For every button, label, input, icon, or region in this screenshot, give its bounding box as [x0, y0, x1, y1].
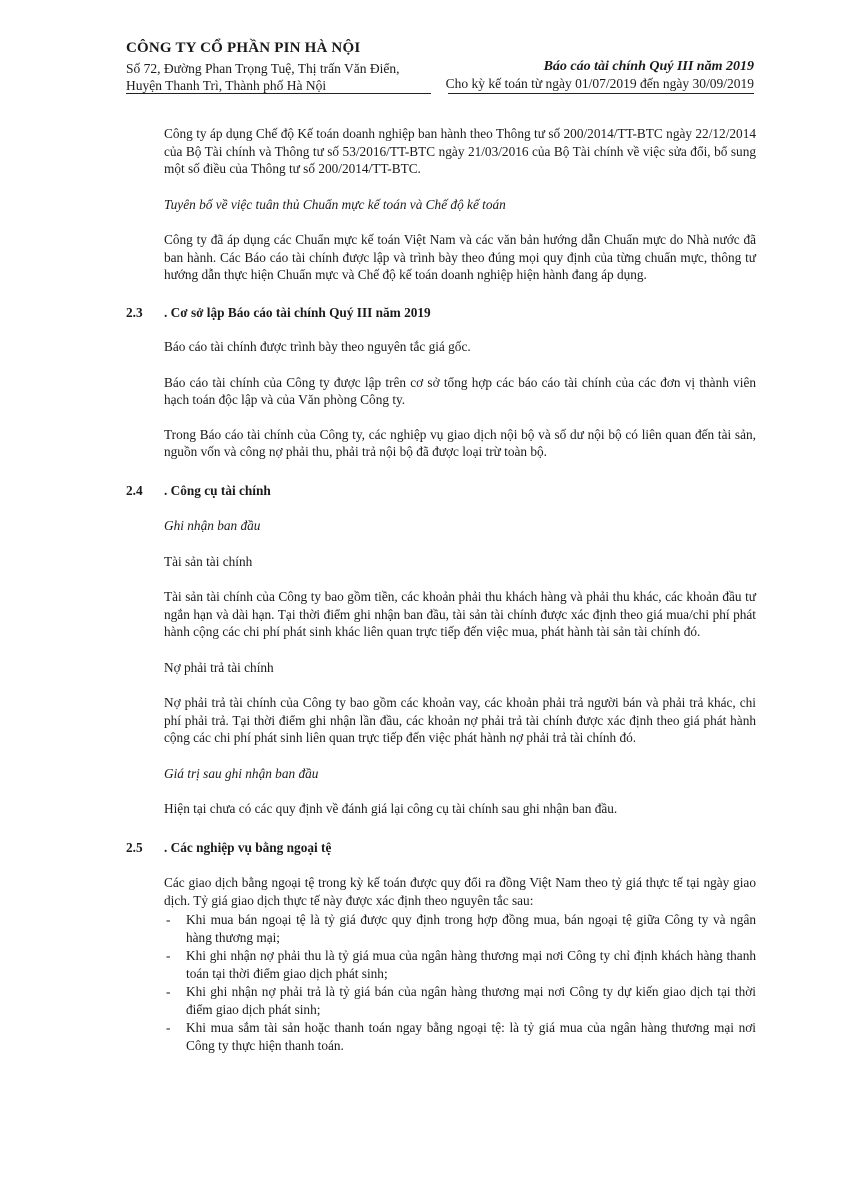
list-item: - Khi mua bán ngoại tệ là tỷ giá được quy định trong hợp đồng mua, bán ngoại tệ giữa Công ty và ngân hàng thương mại; [164, 911, 756, 946]
s24-subheading-subsequent-value: Giá trị sau ghi nhận ban đầu [164, 765, 319, 781]
report-header [440, 58, 754, 92]
company-address-line-2: Huyện Thanh Trì, Thành phố Hà Nội [126, 78, 327, 93]
section-2-4-heading [126, 482, 756, 500]
s24-subheading-initial-recognition: Ghi nhận ban đầu [164, 518, 261, 533]
section-number: 2.3 [126, 304, 143, 320]
header-divider-right [448, 93, 754, 94]
list-item: - Khi ghi nhận nợ phải thu là tỷ giá mua của ngân hàng thương mại nơi Công ty chỉ định khách hàng thanh toán tại thời điểm giao dịch phát sinh; [164, 947, 756, 982]
list-item: - Khi mua sắm tài sản hoặc thanh toán ngay bằng ngoại tệ: là tỷ giá mua của ngân hàng thương mại nơi Công ty thực hiện thanh toán. [164, 1019, 756, 1054]
list-item: - Khi ghi nhận nợ phải trả là tỷ giá bán của ngân hàng thương mại nơi Công ty dự kiến giao dịch tại thời điểm giao dịch phát sinh; [164, 983, 756, 1018]
intro-paragraph-1: Công ty áp dụng Chế độ Kế toán doanh nghiệp ban hành theo Thông tư số 200/2014/TT-BTC ngày 22/12/2014 của Bộ Tài chính và Thông tư số 53/2016/TT-BTC ngày 21/03/2016 của Bộ Tài chính về việc sửa đổi, bổ sung một số điều của Thông tư số 200/2014/TT-BTC. [164, 126, 756, 176]
section-title: . Công cụ tài chính [164, 482, 271, 498]
s24-subheading-financial-liabilities: Nợ phải trả tài chính [164, 659, 274, 675]
intro-paragraph-2: Công ty đã áp dụng các Chuẩn mực kế toán Việt Nam và các văn bản hướng dẫn Chuẩn mực do Nhà nước đã ban hành. Các Báo cáo tài chính được lập và trình bày theo đúng mọi quy định của từng chuẩn mực, thông tư hướng dẫn thực hiện Chuẩn mực và Chế độ kế toán doanh nghiệp hiện hành đang áp dụng. [164, 232, 756, 282]
header-divider-left [126, 93, 431, 94]
s24-paragraph-3: Hiện tại chưa có các quy định về đánh giá lại công cụ tài chính sau ghi nhận ban đầu. [164, 801, 618, 816]
section-2-3-heading [126, 304, 756, 322]
section-number: 2.4 [126, 482, 143, 498]
document-body [126, 125, 756, 1055]
report-title: Báo cáo tài chính Quý III năm 2019 [543, 59, 754, 74]
section-title: . Các nghiệp vụ bằng ngoại tệ [164, 839, 332, 855]
company-name: CÔNG TY CỔ PHẦN PIN HÀ NỘI [126, 40, 361, 56]
s24-paragraph-1: Tài sản tài chính của Công ty bao gồm tiền, các khoản phải thu khách hàng và phải thu khác, các khoản đầu tư ngắn hạn và dài hạn. Tại thời điểm ghi nhận ban đầu, tài sản tài chính được xác định theo giá mua/chi phí phát hành cộng các chi phí phát sinh khác liên quan trực tiếp đến việc mua, phát hành tài sản tài chính đó. [164, 589, 756, 639]
s23-paragraph-3: Trong Báo cáo tài chính của Công ty, các nghiệp vụ giao dịch nội bộ và số dư nội bộ có liên quan đến tài sản, nguồn vốn và công nợ phải thu, phải trả nội bộ đã được loại trừ toàn bộ. [164, 426, 756, 459]
s24-subheading-financial-assets: Tài sản tài chính [164, 553, 253, 569]
s25-paragraph-1: Các giao dịch bằng ngoại tệ trong kỳ kế toán được quy đổi ra đồng Việt Nam theo tỷ giá thực tế tại ngày giao dịch. Tỷ giá giao dịch thực tế này được xác định theo nguyên tắc sau: [164, 875, 756, 908]
company-address-line-1: Số 72, Đường Phan Trọng Tuệ, Thị trấn Văn Điển, [126, 61, 400, 76]
section-number: 2.5 [126, 839, 143, 855]
report-period: Cho kỳ kế toán từ ngày 01/07/2019 đến ngày 30/09/2019 [445, 76, 754, 91]
s24-paragraph-2: Nợ phải trả tài chính của Công ty bao gồm các khoản vay, các khoản phải trả người bán và phải trả khác, chi phí phải trả. Tại thời điểm ghi nhận lần đầu, các khoản nợ phải trả tài chính được xác định theo giá phát hành cộng các chi phí phát sinh liên quan trực tiếp đến việc phát hành nợ phải trả tài chính đó. [164, 695, 756, 745]
s23-paragraph-1: Báo cáo tài chính được trình bày theo nguyên tắc giá gốc. [164, 339, 471, 354]
company-header [126, 40, 456, 94]
s23-paragraph-2: Báo cáo tài chính của Công ty được lập trên cơ sở tổng hợp các báo cáo tài chính của các đơn vị thành viên hạch toán độc lập và của Văn phòng Công ty. [164, 374, 756, 407]
exchange-rate-rules-list [164, 911, 756, 1054]
compliance-subheading: Tuyên bố về việc tuân thủ Chuẩn mực kế toán và Chế độ kế toán [164, 196, 506, 212]
section-2-5-heading [126, 839, 756, 857]
section-title: . Cơ sở lập Báo cáo tài chính Quý III năm 2019 [164, 304, 431, 320]
